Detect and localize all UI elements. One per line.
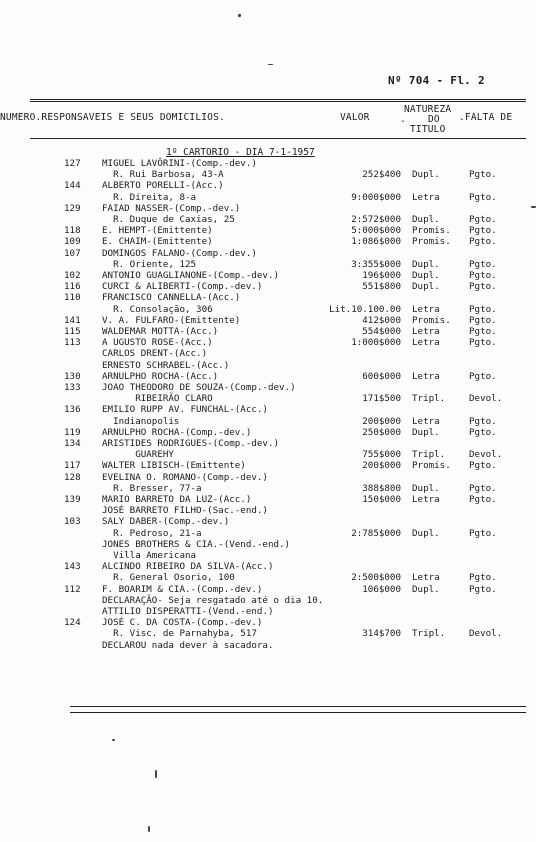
ledger-row [0,528,536,539]
entry-falta: Pgto. [469,494,497,505]
entry-name: ALBERTO PORELLI-(Acc.) [102,180,224,192]
entry-name: ALCINDO RIBEIRO DA SILVA-(Acc.) [102,561,274,573]
ledger-row [0,382,536,393]
ledger-row [0,505,536,516]
entry-natureza: Letra [412,191,440,203]
entry-number: 115 [64,326,81,337]
header-falta-de: .FALTA DE [459,112,513,123]
ledger-row [0,416,536,427]
entry-name: V. A. FULFARO-(Emittente) [102,314,241,326]
entry-name: WALDEMAR MOTTA-(Acc.) [102,326,219,337]
entry-number: 117 [64,460,81,472]
entry-name: R. Rui Barbosa, 43-A [102,169,224,181]
ledger-row [0,494,536,505]
entry-name: JOAO THEODORO DE SOUZA-(Comp.-dev.) [102,382,296,393]
scan-speck [155,770,157,778]
header-responsaveis: NUMERO.RESPONSAVEIS E SEUS DOMICILIOS. [0,112,225,123]
entry-number: 113 [64,337,81,349]
ledger-row [0,584,536,595]
entry-name: EMILIO RUPP AV. FUNCHAL-(Acc.) [102,404,268,416]
header-top-rule-2 [30,101,526,102]
entry-natureza: Dupl. [412,258,440,270]
entry-natureza: Dupl. [412,214,440,225]
entry-valor: 1:000$000 [351,337,401,349]
entry-name: JOSÉ C. DA COSTA-(Comp.-dev.) [102,617,263,629]
entry-name: E. CHAIM-(Emittente) [102,236,213,248]
ledger-row [0,460,536,471]
entry-name: EVELINA O. ROMANO-(Comp.-dev.) [102,471,268,483]
entry-valor: 3:355$000 [351,258,401,270]
ledger-row [0,158,536,169]
entry-natureza: Letra [412,494,440,505]
ledger-row [0,606,536,617]
entry-name: R. Consolação, 306 [102,303,213,315]
entry-name: ARNULPHO ROCHA-(Acc.) [102,370,219,382]
entry-name: ARNULPHO ROCHA-(Comp.-dev.) [102,426,252,438]
entry-name: WALTER LIBISCH-(Emittente) [102,460,246,472]
entry-falta: Pgto. [469,527,497,539]
entry-valor: 554$000 [362,326,401,337]
entry-name: FAIAD NASSER-(Comp.-dev.) [102,202,241,214]
ledger-row [0,427,536,438]
ledger-row [0,539,536,550]
scan-speck [268,64,273,65]
entry-name: ERNESTO SCHRABEL-(Acc.) [102,359,230,371]
ledger-row [0,371,536,382]
entry-falta: Pgto. [469,191,497,203]
entry-name: MARIO BARRETO DA LUZ-(Acc.) [102,494,252,505]
entry-valor: 412$000 [362,314,401,326]
entry-valor: 200$000 [362,460,401,472]
entry-number: 109 [64,236,81,248]
entry-falta: Pgto. [469,337,497,349]
header-valor: VALOR [340,112,370,123]
entry-natureza: Promis. [412,460,451,472]
entry-natureza: Letra [412,326,440,337]
entry-falta: Pgto. [469,572,497,584]
ledger-row [0,292,536,303]
section-title: 1º CARTORIO - DIA 7-1-1957 [166,147,315,158]
entry-falta: Pgto. [469,460,497,472]
entry-name: F. BOARIM & CIA.-(Comp.-dev.) [102,583,263,595]
ledger-row [0,248,536,259]
entry-number: 136 [64,404,81,416]
entry-falta: Pgto. [469,303,497,315]
entry-valor: 600$000 [362,370,401,382]
entry-falta: Pgto. [469,169,497,181]
entry-name: Villa Americana [102,550,197,561]
entry-name: R. General Osorio, 100 [102,572,235,584]
entry-natureza: Letra [412,572,440,584]
entry-natureza: Tripl. [412,449,446,461]
entry-number: 102 [64,270,81,281]
entry-valor: 250$000 [362,426,401,438]
entry-name: JOSÉ BARRETO FILHO-(Sac.-end.) [102,505,268,517]
ledger-row [0,259,536,270]
entry-number: 128 [64,471,81,483]
entry-natureza: Promis. [412,236,451,248]
entry-number: 141 [64,314,81,326]
entry-name: R. Duque de Caxias, 25 [102,214,235,225]
entry-valor: 388$800 [362,482,401,494]
entry-name: R. Oriente, 125 [102,258,197,270]
entry-falta: Devol. [469,449,503,461]
ledger-row [0,192,536,203]
entry-natureza: Promis. [412,225,451,237]
ledger-row [0,449,536,460]
entry-number: 130 [64,370,81,382]
footer-rule-2 [70,712,526,713]
entry-number: 103 [64,516,81,528]
entry-natureza: Letra [412,303,440,315]
entry-natureza: Letra [412,370,440,382]
ledger-row [0,348,536,359]
entry-name: FRANCISCO CANNELLA-(Acc.) [102,292,241,304]
header-dot: . [400,114,406,125]
ledger-row [0,281,536,292]
scan-speck [238,14,241,17]
entry-number: 134 [64,438,81,449]
ledger-row [0,337,536,348]
entry-name: GUAREHY [102,449,174,461]
entry-number: 118 [64,225,81,237]
ledger-row [0,360,536,371]
page-number: Nº 704 - Fl. 2 [388,74,485,87]
entry-number: 139 [64,494,81,505]
ledger-row [0,236,536,247]
entry-valor: 106$000 [362,583,401,595]
entry-falta: Pgto. [469,258,497,270]
ledger-row [0,516,536,527]
entry-natureza: Dupl. [412,527,440,539]
entry-falta: Pgto. [469,236,497,248]
ledger-row [0,472,536,483]
entry-valor: 196$000 [362,270,401,281]
entry-name: DOMINGOS FALANO-(Comp.-dev.) [102,247,257,259]
entry-name: R. Pedroso, 21-a [102,527,202,539]
entry-name: ATTILIO DISPERATTI-(Vend.-end.) [102,606,274,617]
entry-falta: Pgto. [469,370,497,382]
entry-name: R. Direita, 8-a [102,191,197,203]
entry-number: 124 [64,617,81,629]
entry-name: DECLAROU nada dever à sacadora. [102,639,274,651]
entry-name: DECLARAÇÃO- Seja resgatado até o dia 10. [102,594,324,606]
entry-name: ARISTIDES RODRIGUES-(Comp.-dev.) [102,438,280,449]
column-header [0,104,536,136]
entry-number: 129 [64,202,81,214]
ledger-row [0,404,536,415]
entry-number: 119 [64,426,81,438]
entry-valor: 551$800 [362,281,401,293]
entry-valor: 252$400 [362,169,401,181]
ledger-row [0,483,536,494]
entry-falta: Devol. [469,628,503,640]
entry-name: A UGUSTO ROSE-(Acc.) [102,337,213,349]
entry-natureza: Promis. [412,314,451,326]
entry-natureza: Letra [412,415,440,427]
ledger-row [0,169,536,180]
entry-natureza: Tripl. [412,628,446,640]
ledger-row [0,640,536,651]
entry-falta: Devol. [469,393,503,405]
ledger-row [0,438,536,449]
scan-speck [148,826,150,832]
header-titulo: TITULO [410,124,446,135]
entry-valor: 314$700 [362,628,401,640]
entry-falta: Pgto. [469,225,497,237]
entry-valor: 150$000 [362,494,401,505]
ledger-row [0,561,536,572]
entry-natureza: Letra [412,337,440,349]
ledger-row [0,393,536,404]
entry-number: 143 [64,561,81,573]
entry-name: E. HEMPT-(Emittente) [102,225,213,237]
entry-name: R. Bresser, 77-a [102,482,202,494]
entry-valor: 171$500 [362,393,401,405]
entry-natureza: Dupl. [412,270,440,281]
entry-falta: Pgto. [469,314,497,326]
entry-name: JONES BROTHERS & CIA.-(Vend.-end.) [102,538,291,550]
entry-valor: 2:500$000 [351,572,401,584]
entry-natureza: Dupl. [412,169,440,181]
entry-valor: 9:000$000 [351,191,401,203]
entry-number: 110 [64,292,81,304]
entry-number: 107 [64,247,81,259]
header-do: DO [428,114,440,125]
ledger-row [0,617,536,628]
entry-name: Indianopolis [102,415,180,427]
entry-falta: Pgto. [469,583,497,595]
entry-valor: 2:572$000 [351,214,401,225]
entry-falta: Pgto. [469,482,497,494]
entry-falta: Pgto. [469,270,497,281]
entry-name: CARLOS DRENT-(Acc.) [102,348,208,360]
entry-name: ANTONIO GUAGLIANONE-(Comp.-dev.) [102,270,280,281]
ledger-row [0,180,536,191]
ledger-row [0,203,536,214]
entry-name: CURCI & ALIBERTI-(Comp.-dev.) [102,281,263,293]
entry-falta: Pgto. [469,281,497,293]
entry-valor: 755$000 [362,449,401,461]
entry-falta: Pgto. [469,214,497,225]
footer-rule [70,706,526,707]
entry-number: 116 [64,281,81,293]
scan-speck [531,206,536,208]
ledger-row [0,315,536,326]
entry-valor: 5:000$000 [351,225,401,237]
entry-natureza: Tripl. [412,393,446,405]
entry-natureza: Dupl. [412,482,440,494]
entry-name: RIBEIRÃO CLARO [102,393,213,405]
entry-falta: Pgto. [469,426,497,438]
ledger-row [0,304,536,315]
header-natureza: NATUREZA [404,104,452,115]
entry-valor: 1:086$000 [351,236,401,248]
entry-number: 133 [64,382,81,393]
entry-valor: 200$000 [362,415,401,427]
ledger-row [0,595,536,606]
ledger-row [0,550,536,561]
ledger-row [0,628,536,639]
entry-valor: 2:785$000 [351,527,401,539]
header-bottom-rule [30,138,526,139]
entry-number: 144 [64,180,81,192]
entry-name: R. Visc. de Parnahyba, 517 [102,628,257,640]
entry-falta: Pgto. [469,326,497,337]
ledger-row [0,326,536,337]
ledger-row [0,225,536,236]
entry-falta: Pgto. [469,415,497,427]
header-top-rule [30,99,526,100]
ledger-row [0,572,536,583]
ledger-row [0,270,536,281]
ledger-row [0,214,536,225]
entry-natureza: Dupl. [412,426,440,438]
entry-name: MIGUEL LAVÔRINI-(Comp.-dev.) [102,158,257,169]
entry-natureza: Dupl. [412,281,440,293]
entry-number: 112 [64,583,81,595]
entry-name: SALY DABER-(Comp.-dev.) [102,516,230,528]
entry-natureza: Dupl. [412,583,440,595]
scan-speck [112,739,115,741]
entry-number: 127 [64,158,81,169]
entry-valor: Lit.10.100.00 [329,303,401,315]
